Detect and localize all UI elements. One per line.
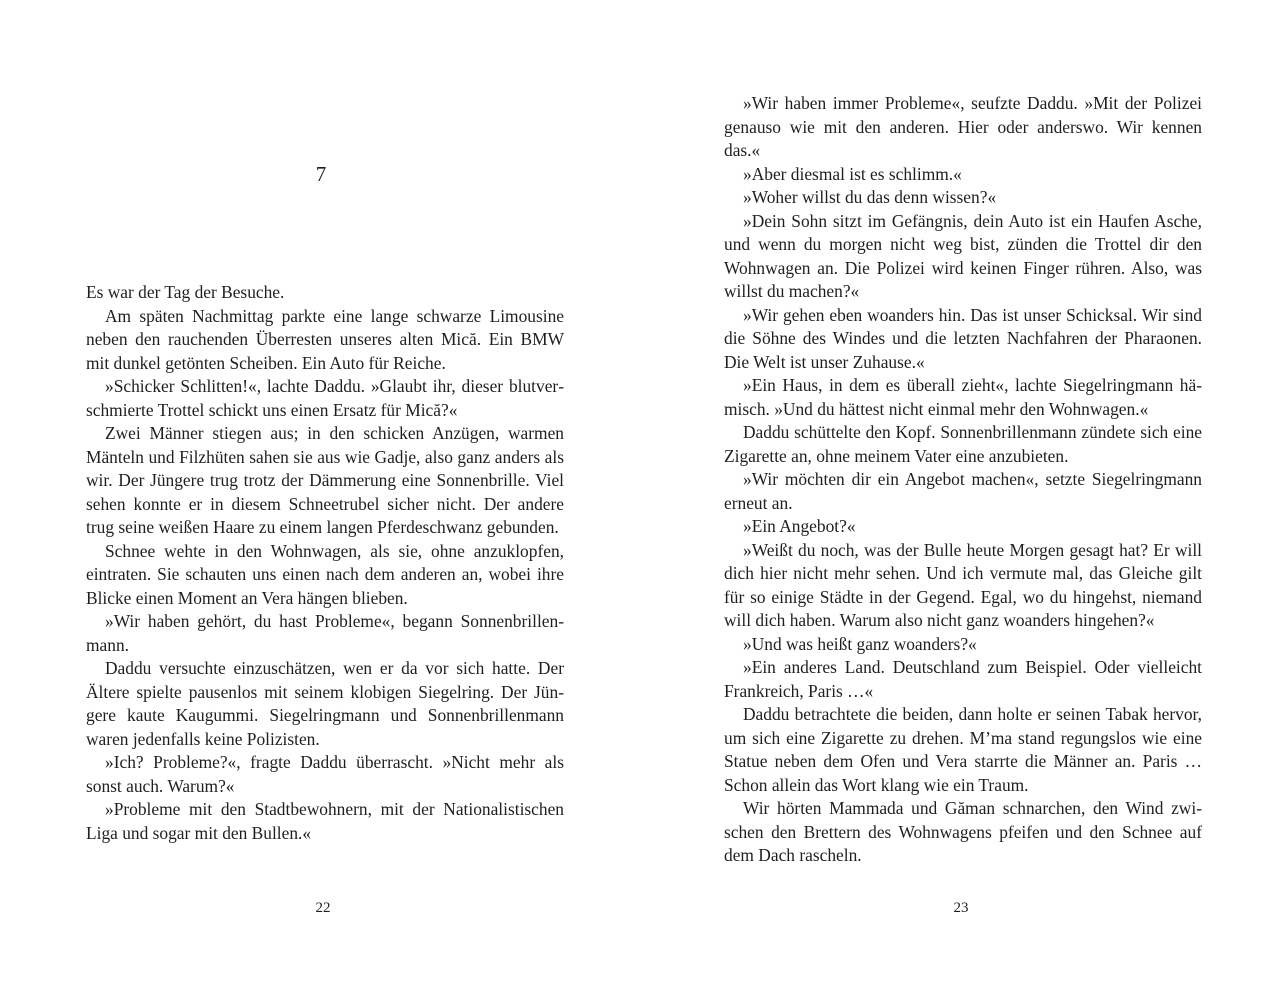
paragraph: »Wir möchten dir ein Angebot machen«, setzte Siegelringmann erneut an.	[724, 469, 1202, 513]
page-number: 22	[315, 900, 331, 916]
paragraph: »Schicker Schlitten!«, lachte Daddu. »Glaubt ihr, dieser blutverschmierte Trottel schickt uns einen Ersatz für Mică?«	[86, 376, 564, 420]
paragraph: Daddu betrachtete die beiden, dann holte er seinen Tabak hervor, um sich eine Zigarette zu drehen. M’ma stand regungslos wie eine Statue neben dem Ofen und Vera starrte die Männer an. Paris … Schon allein das Wort klang wie ein Traum.	[724, 704, 1202, 795]
paragraph: »Wir haben gehört, du hast Probleme«, begann Sonnenbrillenmann.	[86, 611, 564, 655]
paragraph: »Ein anderes Land. Deutschland zum Beispiel. Oder vielleicht Frankreich, Paris …«	[724, 657, 1202, 701]
paragraph: »Wir haben immer Probleme«, seufzte Daddu. »Mit der Polizei genauso wie mit den anderen. Hier oder anderswo. Wir kennen das.«	[724, 93, 1202, 160]
paragraph: »Wir gehen eben woanders hin. Das ist unser Schicksal. Wir sind die Söhne des Windes und die letzten Nachfahren der Pharaonen. Die Welt ist unser Zuhause.«	[724, 304, 1202, 372]
paragraph: Zwei Männer stiegen aus; in den schicken Anzügen, warmen Mänteln und Filzhüten sahen sie aus wie Gadje, also ganz anders als wir. Der Jüngere trug trotz der Dämmerung eine Sonnenbrille. Viel sehen konnte er in diesem Schneetrubel sicher nicht. Der andere trug seine weißen Haare zu einem langen Pferdeschwanz gebunden.	[86, 423, 564, 537]
right-page	[642, 0, 1285, 1000]
paragraph: »Weißt du noch, was der Bulle heute Morgen gesagt hat? Er will dich hier nicht mehr sehen. Und ich vermute mal, das Gleiche gilt für so einige Städte in der Gegend. Egal, wo du hingehst, niemand will dich haben. Warum also nicht ganz woanders hingehen?«	[724, 539, 1202, 630]
paragraph: »Ich? Probleme?«, fragte Daddu überrascht. »Nicht mehr als sonst auch. Warum?«	[86, 752, 564, 796]
paragraph: Am späten Nachmittag parkte eine lange schwarze Limousine neben den rauchenden Überresten unseres alten Mică. Ein BMW mit dunkel getönten Scheiben. Ein Auto für Reiche.	[86, 305, 564, 373]
right-page-text	[724, 92, 1202, 868]
left-page	[0, 0, 642, 1000]
paragraph: Es war der Tag der Besuche.	[86, 282, 285, 302]
paragraph: »Probleme mit den Stadtbewohnern, mit der Nationalistischen Liga und sogar mit den Bullen.«	[86, 799, 564, 843]
paragraph: Daddu schüttelte den Kopf. Sonnenbrillenmann zündete sich eine Zigarette an, ohne meinem Vater eine anzubieten.	[724, 422, 1202, 466]
page-number: 23	[953, 900, 969, 916]
paragraph: »Woher willst du das denn wissen?«	[743, 187, 997, 207]
paragraph: Daddu versuchte einzuschätzen, wen er da vor sich hatte. Der Ältere spielte pausenlos mit seinem klobigen Siegelring. Der Jüngere kaute Kaugummi. Siegelringmann und Sonnenbrillenmann waren jedenfalls keine Polizisten.	[86, 658, 564, 749]
paragraph: »Und was heißt ganz woanders?«	[743, 633, 977, 654]
chapter-number: 7	[315, 162, 327, 186]
paragraph: Schnee wehte in den Wohnwagen, als sie, ohne anzuklopfen, eintraten. Sie schauten uns einen nach dem anderen an, wobei ihre Blicke einen Moment an Vera hängen blieben.	[86, 540, 564, 608]
paragraph: »Dein Sohn sitzt im Gefängnis, dein Auto ist ein Haufen Asche, und wenn du morgen nicht weg bist, zünden die Trottel dir den Wohnwagen an. Die Polizei wird keinen Finger rühren. Also, was willst du machen?«	[724, 210, 1202, 301]
left-page-text	[86, 281, 564, 845]
paragraph: »Aber diesmal ist es schlimm.«	[743, 163, 962, 184]
paragraph: »Ein Haus, in dem es überall zieht«, lachte Siegelringmann hämisch. »Und du hättest nicht einmal mehr den Wohnwagen.«	[724, 375, 1202, 419]
paragraph: Wir hörten Mammada und Găman schnarchen, den Wind zwischen den Brettern des Wohnwagens pfeifen und den Schnee auf dem Dach rascheln.	[724, 798, 1202, 865]
paragraph: »Ein Angebot?«	[743, 516, 856, 536]
